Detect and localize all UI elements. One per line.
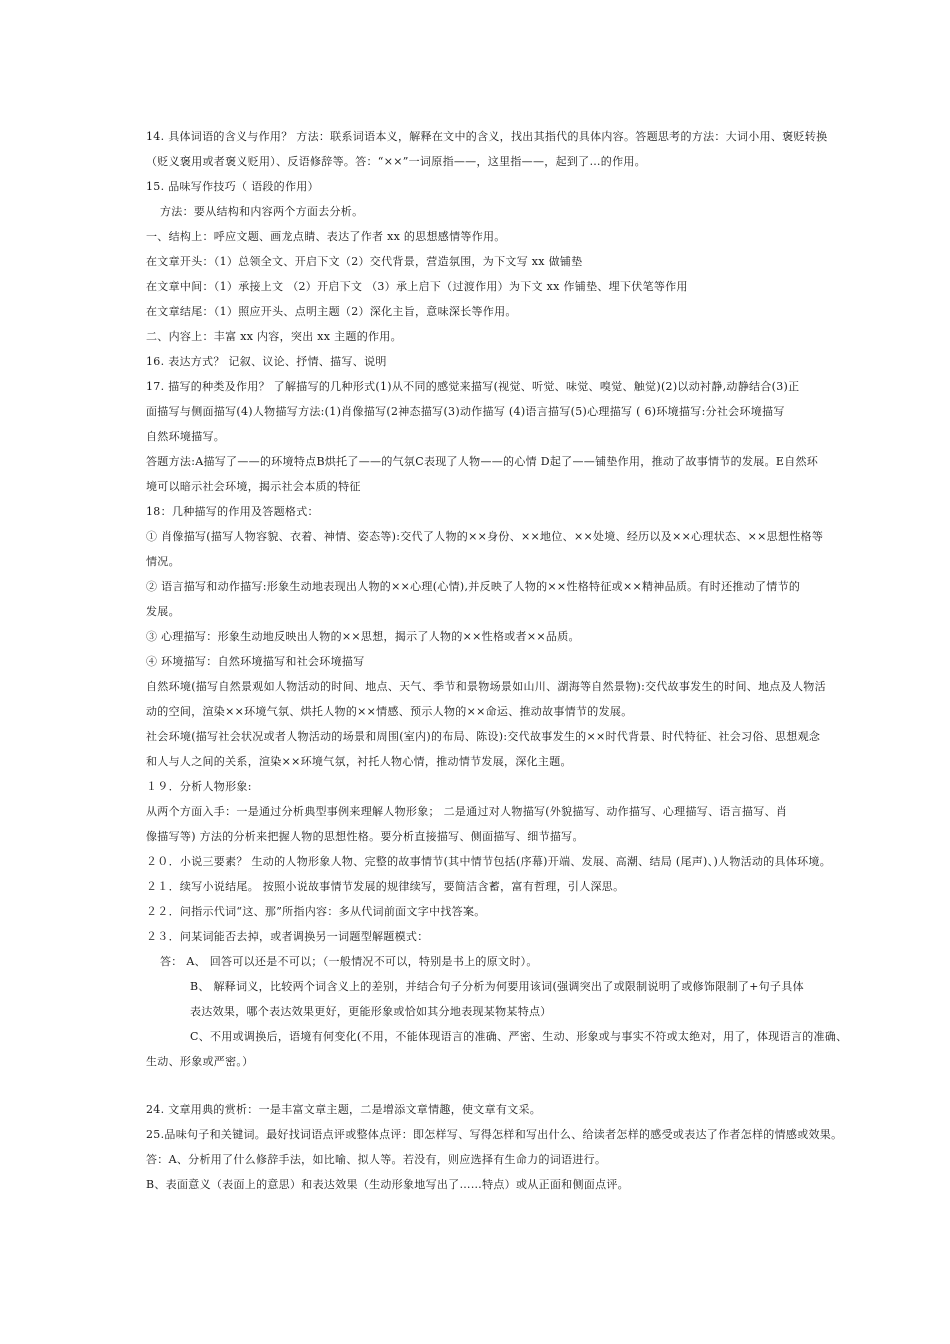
section-heading: ２３．问某词能否去掉，或者调换另一词题型解题模式： xyxy=(146,930,429,943)
section-heading: ２１．续写小说结尾。 按照小说故事情节发展的规律续写，要简洁含蓄，富有哲理，引人深思。 xyxy=(146,880,625,893)
text-line: 在文章中间：（1）承接上文 （2）开启下文 （3）承上启下（过渡作用）为下文 xx 作铺垫、埋下伏笔等作用 xyxy=(146,280,688,293)
text-line: 生动、形象或严密。） xyxy=(146,1055,254,1068)
section-heading: 24. 文章用典的赏析：一是丰富文章主题，二是增添文章情趣，使文章有文采。 xyxy=(146,1103,542,1116)
text-line: 答题方法:A描写了——的环境特点B烘托了——的气氛C表现了人物——的心情 D起了——铺垫作用，推动了故事情节的发展。E自然环 xyxy=(146,455,819,468)
text-line: 14. 具体词语的含义与作用？ 方法：联系词语本义，解释在文中的含义，找出其指代的具体内容。答题思考的方法：大词小用、褒贬转换 xyxy=(146,130,828,143)
text-line: ③ 心理描写：形象生动地反映出人物的××思想，揭示了人物的××性格或者××品质。 xyxy=(146,630,580,643)
text-line: 和人与人之间的关系，渲染××环境气氛，衬托人物心情，推动情节发展，深化主题。 xyxy=(146,755,572,768)
section-heading: 17. 描写的种类及作用？ 了解描写的几种形式(1)从不同的感觉来描写(视觉、听觉、味觉、嗅觉、触觉)(2)以动衬静,动静结合(3)正 xyxy=(146,380,800,393)
text-line: 像描写等) 方法的分析来把握人物的思想性格。要分析直接描写、侧面描写、细节描写。 xyxy=(146,830,584,843)
section-heading: 25.品味句子和关键词。最好找词语点评或整体点评：即怎样写、写得怎样和写出什么、给读者怎样的感受或表达了作者怎样的情感或效果。 xyxy=(146,1128,843,1141)
text-line: 自然环境描写。 xyxy=(146,430,226,443)
text-line: 面描写与侧面描写(4)人物描写方法:(1)肖像描写(2神态描写(3)动作描写 (4)语言描写(5)心理描写 ( 6)环境描写:分社会环境描写 xyxy=(146,405,785,418)
section-heading: ２２．问指示代词“这、那”所指内容：多从代词前面文字中找答案。 xyxy=(146,905,486,918)
text-line: ① 肖像描写(描写人物容貌、衣着、神情、姿态等):交代了人物的××身份、××地位、××处境、经历以及××心理状态、××思想性格等 xyxy=(146,530,824,543)
text-line: B、表面意义（表面上的意思）和表达效果（生动形象地写出了……特点）或从正面和侧面点评。 xyxy=(146,1178,629,1191)
text-line: 动的空间，渲染××环境气氛、烘托人物的××情感、预示人物的××命运、推动故事情节的发展。 xyxy=(146,705,633,718)
section-heading: １９．分析人物形象: xyxy=(146,780,252,793)
text-line: 二、内容上：丰富 xx 内容，突出 xx 主题的作用。 xyxy=(146,330,402,343)
text-line: 答：A、分析用了什么修辞手法，如比喻、拟人等。若没有，则应选择有生命力的词语进行。 xyxy=(146,1153,607,1166)
text-line: （贬义褒用或者褒义贬用）、反语修辞等。答：“××”一词原指——，这里指——，起到了…的作用。 xyxy=(146,155,646,168)
text-line: ④ 环境描写：自然环境描写和社会环境描写 xyxy=(146,655,365,668)
text-line: 方法：要从结构和内容两个方面去分析。 xyxy=(160,205,364,218)
text-line: 在文章结尾：（1）照应开头、点明主题（2）深化主旨，意味深长等作用。 xyxy=(146,305,517,318)
section-heading: 16. 表达方式？ 记叙、议论、抒情、描写、说明 xyxy=(146,355,387,368)
text-line: B、 解释词义，比较两个词含义上的差别，并结合句子分析为何要用该词(强调突出了或限制说明了或修饰限制了+句子具体 xyxy=(190,980,804,993)
text-line: 从两个方面入手：一是通过分析典型事例来理解人物形象； 二是通过对人物描写(外貌描写、动作描写、心理描写、语言描写、肖 xyxy=(146,805,788,818)
text-line: 境可以暗示社会环境，揭示社会本质的特征 xyxy=(146,480,361,493)
text-line: 发展。 xyxy=(146,605,180,618)
text-line: C、不用或调换后，语境有何变化(不用，不能体现语言的准确、严密、生动、形象或与事实不符或太绝对，用了，体现语言的准确、 xyxy=(190,1030,848,1043)
text-line: 在文章开头：（1）总领全文、开启下文（2）交代背景，营造氛围，为下文写 xx 做铺垫 xyxy=(146,255,583,268)
text-line: 表达效果，哪个表达效果更好，更能形象或恰如其分地表现某物某特点） xyxy=(190,1005,552,1018)
text-line: 自然环境(描写自然景观如人物活动的时间、地点、天气、季节和景物场景如山川、湖海等自然景物):交代故事发生的时间、地点及人物活 xyxy=(146,680,826,693)
text-line: ② 语言描写和动作描写:形象生动地表现出人物的××心理(心情),并反映了人物的××性格特征或××精神品质。有时还推动了情节的 xyxy=(146,580,801,593)
text-line: 一、结构上：呼应文题、画龙点睛、表达了作者 xx 的思想感情等作用。 xyxy=(146,230,506,243)
text-line: 答： A、 回答可以还是不可以；（一般情况不可以，特别是书上的原文时）。 xyxy=(160,955,538,968)
section-heading: ２０．小说三要素？ 生动的人物形象人物、完整的故事情节(其中情节包括(序幕)开端、发展、高潮、结局 (尾声)、)人物活动的具体环境。 xyxy=(146,855,832,868)
text-line: 社会环境(描写社会状况或者人物活动的场景和周围(室内)的布局、陈设):交代故事发生的××时代背景、时代特征、社会习俗、思想观念 xyxy=(146,730,821,743)
section-heading: 15. 品味写作技巧（ 语段的作用） xyxy=(146,180,319,193)
text-line: 情况。 xyxy=(146,555,180,568)
section-heading: 18：几种描写的作用及答题格式： xyxy=(146,505,319,518)
